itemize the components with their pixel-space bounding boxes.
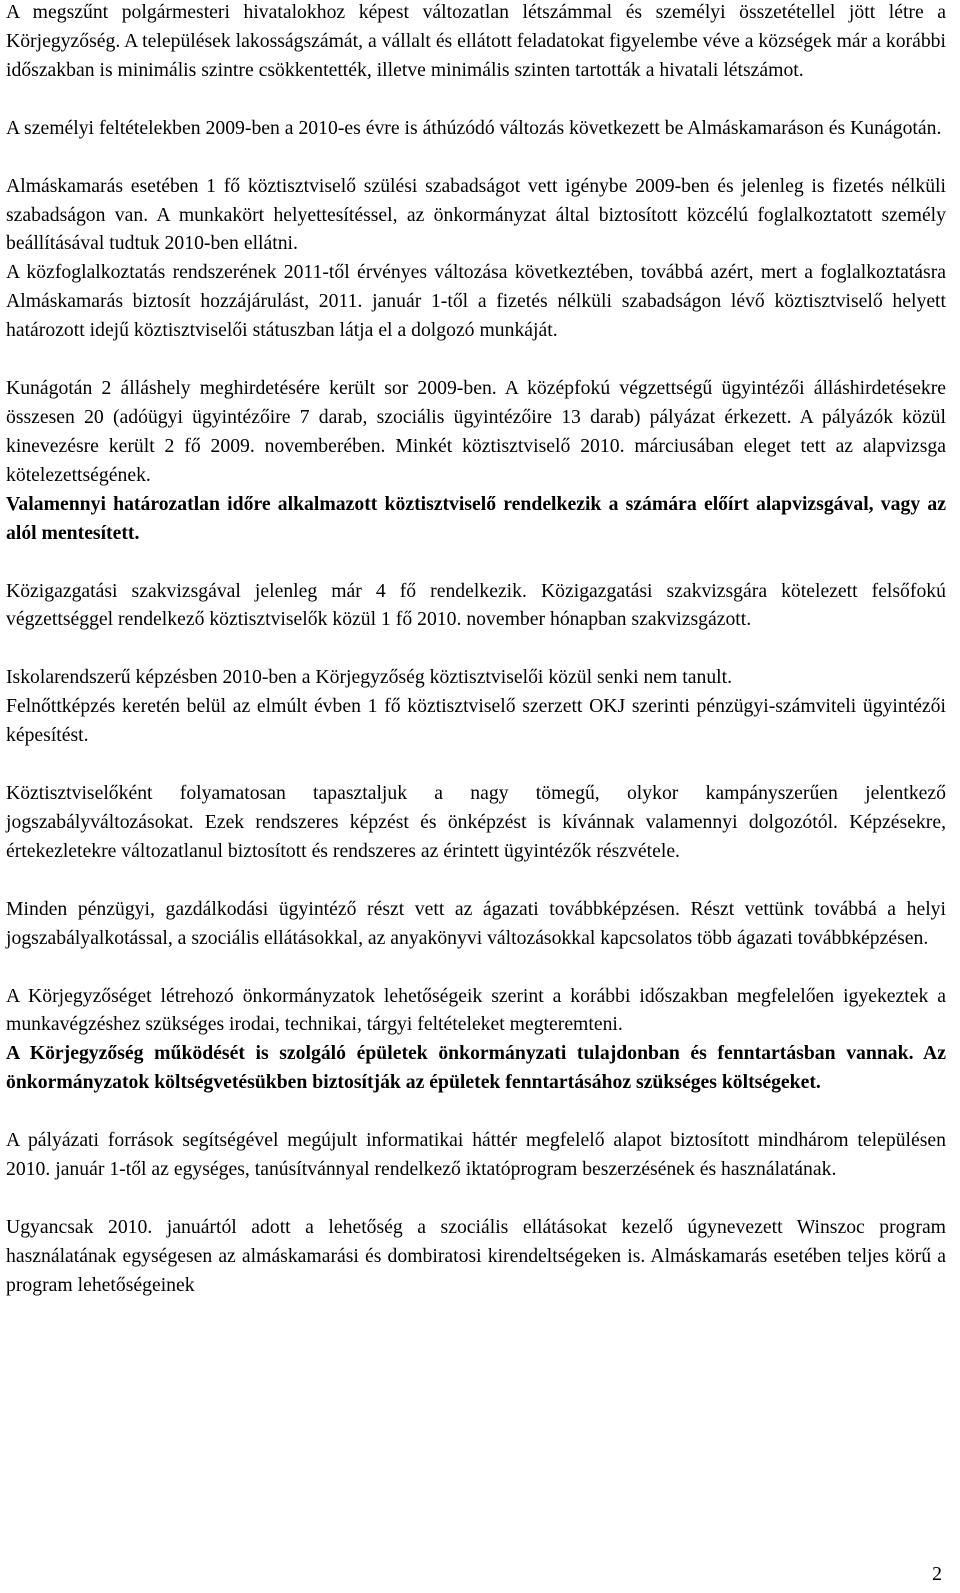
paragraph-legislation-changes: Köztisztviselőként folyamatosan tapasztaljuk a nagy tömegű, olykor kampányszerűen jelentkező jogszabályváltozásokat. Ezek rendszeres képzést és önképzést is kívánnak valamennyi dolgozótól. Képzésekre, értekezletekre változatlanul biztosított és rendszeres az érintett ügyintézők részvétele. [6,782,946,862]
document-page [6,0,946,1300]
paragraph-staffing-intro: A megszűnt polgármesteri hivatalokhoz képest változatlan létszámmal és személyi összetétellel jött létre a Körjegyzőség. A települések lakosságszámát, a vállalt és ellátott feladatokat figyelembe véve a községek már a korábbi időszakban is minimális szintre csökkentették, illetve minimális szinten tartották a hivatali létszámot. [6,1,946,81]
paragraph-basic-exam-bold: Valamennyi határozatlan időre alkalmazott köztisztviselő rendelkezik a számára előírt alapvizsgával, vagy az alól mentesített. [6,492,946,544]
paragraph-professional-exam: Közigazgatási szakvizsgával jelenleg már 4 fő rendelkezik. Közigazgatási szakvizsgára kötelezett felsőfokú végzettséggel rendelkező köztisztviselők közül 1 fő 2010. november hónapban szakvizsgázott. [6,579,946,631]
page-number: 2 [932,1563,942,1585]
paragraph-kunagota-positions: Kunágotán 2 álláshely meghirdetésére került sor 2009-ben. A középfokú végzettségű ügyintézői álláshirdetésekre összesen 20 (adóügyi ügyintézőire 7 darab, szociális ügyintézőire 13 darab) pályázat érkezett. A pályázók közül kinevezésre került 2 fő 2009. novemberében. Minkét köztisztviselő 2010. márciusában eleget tett az alapvizsga kötelezettségének. [6,377,946,486]
paragraph-public-employment: A közfoglalkoztatás rendszerének 2011-től érvényes változása következtében, továbbá azért, mert a foglalkoztatásra Almáskamarás biztosít hozzájárulást, 2011. január 1-től a fizetés nélküli szabadságon lévő köztisztviselő helyett határozott idejű köztisztviselői státuszban látja el a dolgozó munkáját. [6,261,946,342]
paragraph-almaskamaras-leave: Almáskamarás esetében 1 fő köztisztviselő szülési szabadságot vett igénybe 2009-ben és jelenleg is fizetés nélküli szabadságon van. A munkakört helyettesítéssel, az önkormányzat által biztosított közcélú foglalkoztatott személy beállításával tudtuk 2010-ben ellátni. [6,174,946,255]
paragraph-working-conditions: A Körjegyzőséget létrehozó önkormányzatok lehetőségeik szerint a korábbi időszakban megfelelően igyekeztek a munkavégzéshez szükséges irodai, technikai, tárgyi feltételeket megteremteni. [6,984,946,1036]
paragraph-further-training: Minden pénzügyi, gazdálkodási ügyintéző részt vett az ágazati továbbképzésen. Részt vettünk továbbá a helyi jogszabályalkotással, a szociális ellátásokkal, az anyakönyvi változásokkal kapcsolatos több ágazati továbbképzésen. [6,897,946,949]
paragraph-winszoc-program: Ugyancsak 2010. januártól adott a lehetőség a szociális ellátásokat kezelő úgynevezett Winszoc program használatának egységesen az almáskamarási és dombiratosi kirendeltségeken is. Almáskamarás esetében teljes körű a program lehetőségeinek [6,1216,946,1296]
paragraph-school-training: Iskolarendszerű képzésben 2010-ben a Körjegyzőség köztisztviselői közül senki nem tanult. [6,666,733,689]
paragraph-staffing-change: A személyi feltételekben 2009-ben a 2010-es évre is áthúzódó változás következett be Almáskamaráson és Kunágotán. [6,116,942,139]
paragraph-adult-training: Felnőttképzés keretén belül az elmúlt évben 1 fő köztisztviselő szerzett OKJ szerinti pénzügyi-számviteli ügyintézői képesítést. [6,695,946,747]
paragraph-it-background: A pályázati források segítségével megújult informatikai háttér megfelelő alapot biztosított mindhárom településen 2010. január 1-től az egységes, tanúsítvánnyal rendelkező iktatóprogram beszerzésének és használatának. [6,1129,946,1181]
paragraph-buildings-bold: A Körjegyzőség működését is szolgáló épületek önkormányzati tulajdonban és fenntartásban vannak. Az önkormányzatok költségvetésükben biztosítják az épületek fenntartásához szükséges költségeket. [6,1042,946,1094]
